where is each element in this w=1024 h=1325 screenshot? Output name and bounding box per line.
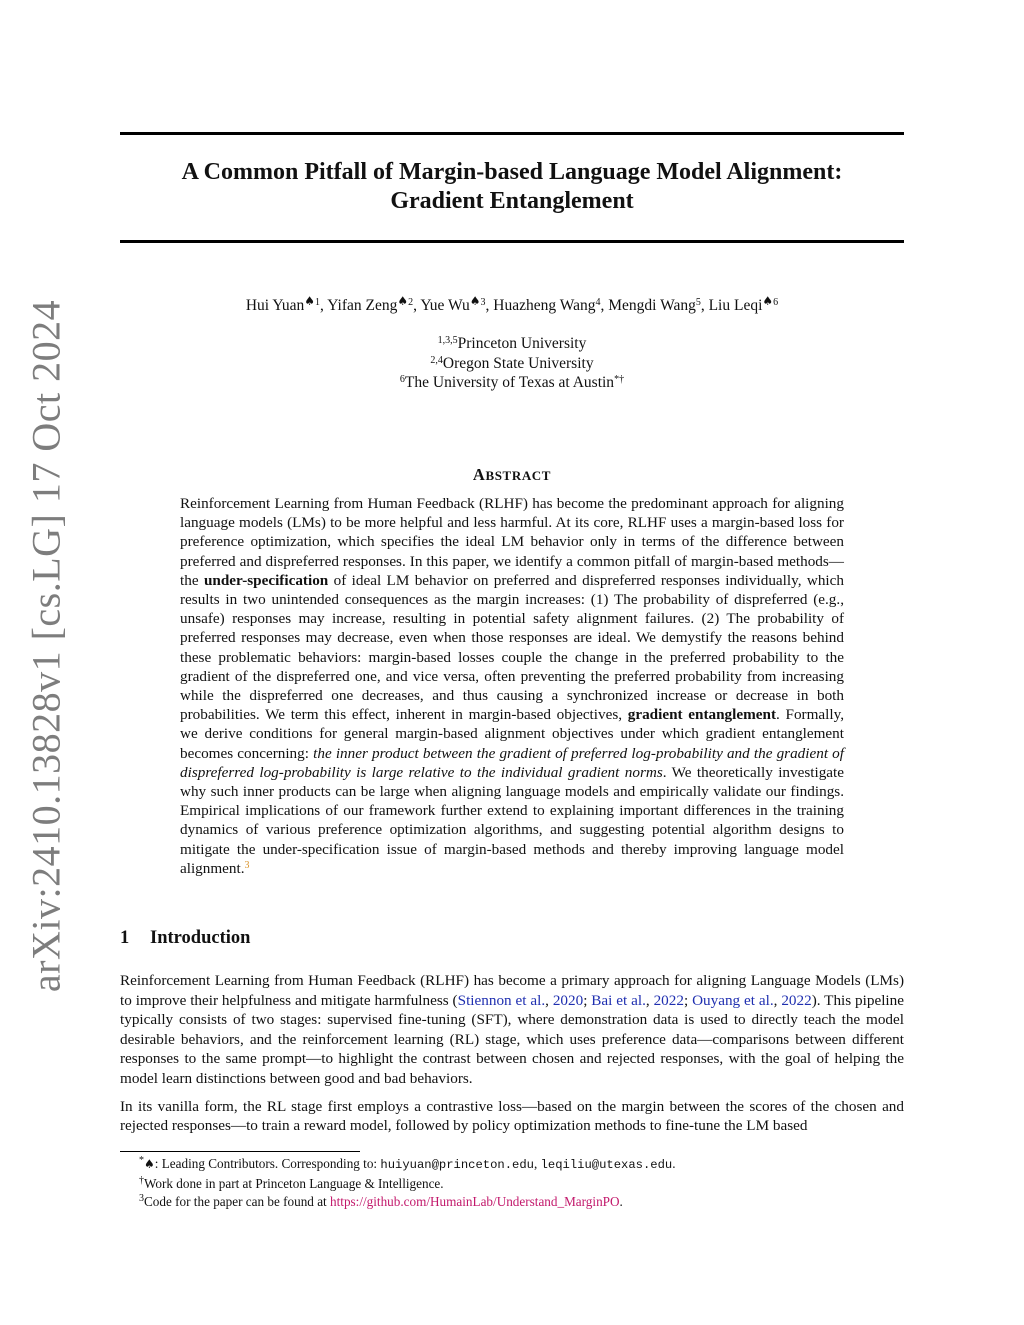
footnote-1: *♠: Leading Contributors. Corresponding to: huiyuan@princeton.edu, leqiliu@utexas.edu. [139,1155,676,1172]
spade-icon: ♠ [304,294,315,308]
footnote-rule [120,1151,360,1152]
title-bottom-rule [120,240,904,243]
affiliation: $^{1,3,5}$Princeton University [437,335,587,352]
citation-ouyang[interactable]: Ouyang et al. [692,991,774,1009]
author: Liu Leqi$^{♠6}$ [708,294,779,314]
arxiv-identifier: arXiv:2410.13828v1 [cs.LG] 17 Oct 2024 [23,299,69,993]
footnote-3: $^3$Code for the paper can be found at https://github.com/HumainLab/Understand_MarginPO. [139,1193,623,1210]
abstract-text: Reinforcement Learning from Human Feedback (RLHF) has become the predominant approach for aligning language models (LMs) to be more helpful and less harmful. At its core, RLHF uses a margin-based loss for preference optimization, which specifies the ideal LM behavior only in terms of the difference between preferred and dispreferred responses. In this paper, we identify a common pitfall of margin-based methods—the under-specification of ideal LM behavior on preferred and dispreferred responses individually, which results in two unintended consequences as the margin increases: (1) The probability of dispreferred (e.g., unsafe) responses may increase, resulting in potential safety alignment failures. (2) The probability of preferred responses may decrease, even when those responses are ideal. We demystify the reasons behind these problematic behaviors: margin-based losses couple the change in the preferred probability to the gradient of the dispreferred one, and vice versa, often preventing the preferred probability from increasing while the dispreferred one decreases, and thus causing a synchronized increase or decrease in both probabilities. We term this effect, inherent in margin-based objectives, gradient entanglement. Formally, we derive conditions for general margin-based alignment objectives under which gradient entanglement becomes concerning: the inner product between the gradient of preferred log-probability and the gradient of dispreferred log-probability is large relative to the individual gradient norms. We theoretically investigate why such inner products can be large when aligning language models and empirically validate our findings. Empirical implications of our framework further extend to explaining important differences in the training dynamics of various preference optimization algorithms, and suggesting potential algorithm designs to mitigate the under-specification issue of margin-based methods and thereby improving language model alignment.$^3$ [180,495,845,877]
citation-stiennon[interactable]: Stiennon et al. [457,991,546,1009]
affiliation: $^6$The University of Texas at Austin*† [399,374,625,391]
paper-title [120,158,904,216]
affiliation: $^{2,4}$Oregon State University [430,354,594,372]
author: Hui Yuan$^{♠1}$ [245,294,320,314]
intro-paragraph-1: Reinforcement Learning from Human Feedback (RLHF) has become a primary approach for aligning Language Models (LMs) to improve their helpfulness and mitigate harmfulness (Stiennon et al., 2020; Bai et al., 2022; Ouyang et al., 2022). This pipeline typically consists of two stages: supervised fine-tuning (SFT), where demonstration data is used to directly teach the model desirable behaviors, and the reinforcement learning (RL) stage, which uses preference data—comparisons between different responses to the same prompt—to highlight the contrast between chosen and rejected responses, with the goal of helping the model learn distinctions between good and bad behaviors. [120,972,904,1087]
intro-paragraph-2: In its vanilla form, the RL stage first employs a contrastive loss—based on the margin between the scores of the chosen and rejected responses—to train a reward model, followed by policy optimization methods to fine-tune the LM based [120,1097,904,1135]
section-heading-introduction: 1 Introduction [120,928,251,948]
spade-icon: ♠ [762,294,774,308]
abstract-heading: ABSTRACT [472,465,552,484]
title-line-1: A Common Pitfall of Margin-based Language Model Alignment: [181,159,843,185]
affiliation-list [120,334,904,393]
introduction-body [120,971,904,1144]
spade-icon: ♠ [397,294,409,308]
author: Yue $Wu^{♠3}$ [420,294,486,314]
author: Yifan Zeng$^{♠2}$ [327,294,414,314]
email-huiyuan[interactable]: huiyuan@princeton.edu [380,1158,534,1172]
spade-icon: ♠ [469,294,481,308]
spade-icon: ♠ [144,1157,155,1171]
title-line-2: Gradient Entanglement [390,188,634,214]
author: Mengdi Wang$^5$ [608,297,701,314]
author: Huazheng Wang$^4$ [493,297,601,314]
footnotes [139,1155,899,1212]
email-leqiliu[interactable]: leqiliu@utexas.edu [540,1158,673,1172]
citation-bai[interactable]: Bai et al. [591,991,646,1009]
citation-stiennon-year[interactable]: 2020 [552,991,584,1009]
title-top-rule [120,132,904,135]
citation-bai-year[interactable]: 2022 [653,991,684,1009]
footnote-ref-3[interactable]: 3 [244,859,250,871]
author-list: Hui Yuan$^{♠1}$, Yifan Zeng$^{♠2}$, Yue $Wu^{♠3}$, Huazheng Wang$^4$, Mengdi Wang$^5$, Liu Leqi$^{♠6}$ [245,294,779,314]
footnote-2: †Work done in part at Princeton Language & Intelligence. [139,1174,444,1191]
citation-ouyang-year[interactable]: 2022 [781,991,812,1009]
github-link[interactable]: https://github.com/HumainLab/Understand_MarginPO [330,1194,620,1210]
